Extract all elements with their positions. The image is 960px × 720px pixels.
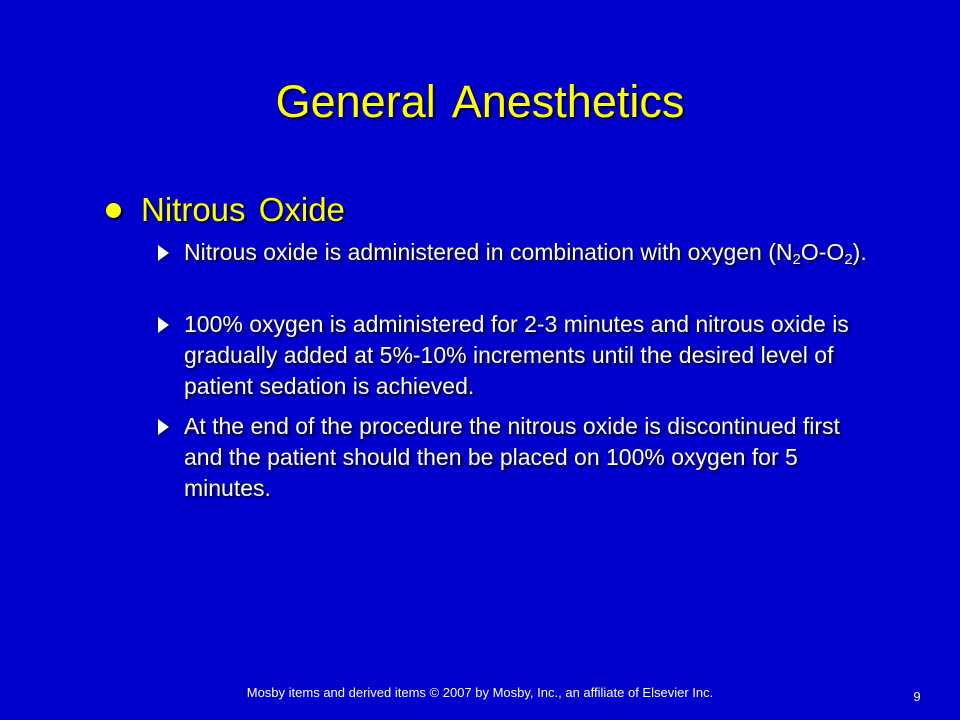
sub-bullet-3 (158, 411, 878, 504)
copyright-footer: Mosby items and derived items © 2007 by Mosby, Inc., an affiliate of Elsevier Inc. (246, 685, 714, 700)
sub-bullet-2 (158, 309, 878, 402)
subscript: 2 (792, 251, 801, 268)
sub-bullet-3-text: At the end of the procedure the nitrous oxide is discontinued first and the patient should then be placed on 100% oxygen for 5 minutes. (184, 413, 840, 501)
sub-bullet-1-text-end: ). (852, 239, 867, 265)
sub-bullet-1-text (184, 237, 878, 268)
sub-bullet-2-text: 100% oxygen is administered for 2-3 minutes and nitrous oxide is gradually added at 5%-10% increments until the desired level of patient sedation is achieved. (184, 311, 849, 399)
bullet-heading (106, 190, 345, 230)
filled-circle-bullet-icon (106, 203, 121, 218)
arrow-bullet-icon (158, 419, 169, 435)
page-number: 9 (913, 689, 921, 704)
slide-title: General Anesthetics (275, 76, 685, 127)
heading-label: Nitrous Oxide (141, 191, 345, 228)
arrow-bullet-icon (158, 245, 169, 261)
arrow-bullet-icon (158, 317, 169, 333)
sub-bullet-1-text-mid: O-O (800, 239, 845, 265)
sub-bullet-1-text-start: Nitrous oxide is administered in combination with oxygen (N (184, 239, 793, 265)
subscript: 2 (844, 251, 853, 268)
sub-bullet-1 (158, 237, 878, 268)
